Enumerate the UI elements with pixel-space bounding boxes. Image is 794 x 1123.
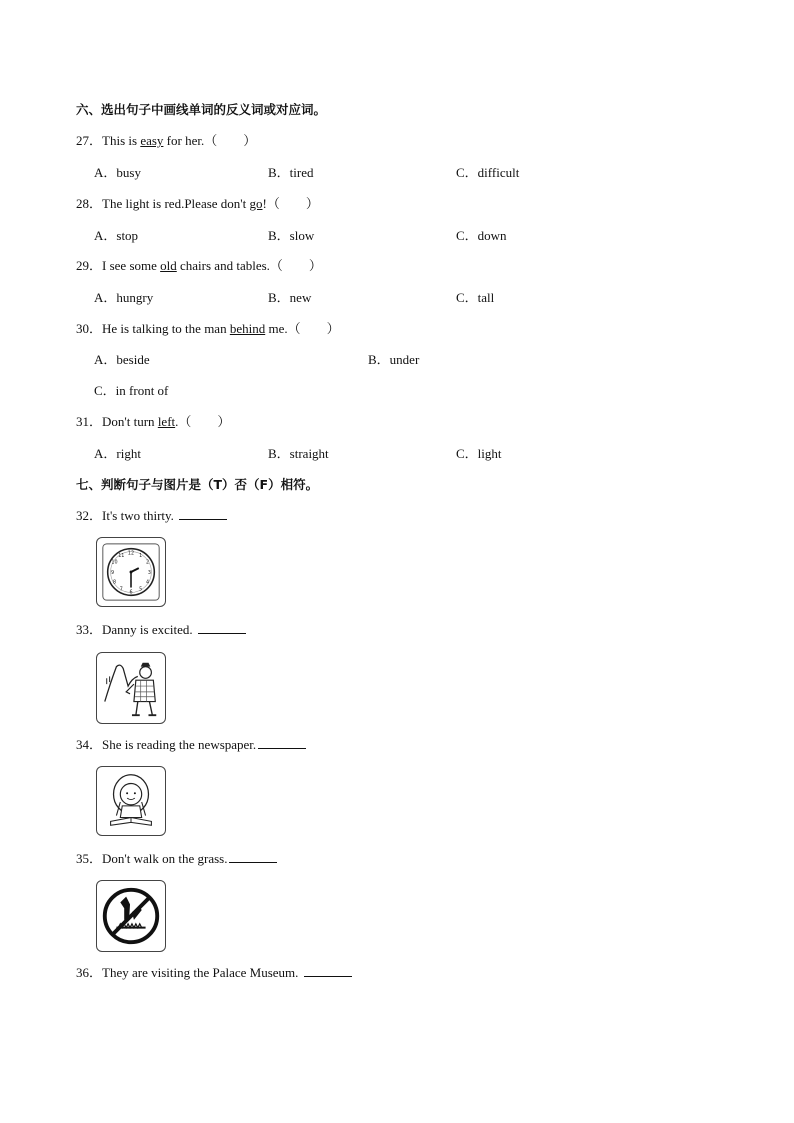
- option-c[interactable]: C．difficult: [456, 165, 520, 180]
- question-text-post: chairs and tables.（ ）: [176, 258, 322, 273]
- option-b[interactable]: B．under: [368, 352, 420, 367]
- question-number: 34．: [76, 737, 103, 752]
- option-a[interactable]: A．hungry: [94, 290, 154, 305]
- option-b[interactable]: B．new: [268, 290, 312, 305]
- option-c[interactable]: C．down: [456, 228, 507, 243]
- answer-blank[interactable]: [198, 622, 246, 634]
- option-a[interactable]: A．beside: [94, 352, 150, 367]
- svg-text:8: 8: [112, 579, 117, 586]
- question-32: [76, 508, 227, 524]
- option-a[interactable]: A．busy: [94, 165, 141, 180]
- svg-text:9: 9: [110, 569, 115, 576]
- option-a[interactable]: A．right: [94, 446, 141, 461]
- option-c[interactable]: C．light: [456, 446, 502, 461]
- question-number: 27．: [76, 133, 103, 148]
- svg-text:6: 6: [129, 589, 133, 596]
- svg-text:5: 5: [139, 586, 143, 593]
- question-text-pre: I see some: [102, 258, 161, 273]
- question-27: [76, 133, 256, 149]
- svg-text:4: 4: [145, 579, 150, 586]
- option-b[interactable]: B．straight: [268, 446, 329, 461]
- answer-blank[interactable]: [229, 851, 277, 863]
- section-7-title: 七、判断句子与图片是（T）否（F）相符。: [76, 477, 319, 492]
- question-29: [76, 258, 322, 274]
- answer-blank[interactable]: [258, 737, 306, 749]
- question-number: 31．: [76, 414, 103, 429]
- question-number: 32．: [76, 508, 103, 523]
- underlined-word: easy: [140, 133, 164, 148]
- option-b[interactable]: B．slow: [268, 228, 315, 243]
- svg-text:12: 12: [127, 550, 135, 557]
- question-text: They are visiting the Palace Museum.: [102, 965, 299, 980]
- dinosaur-icon: [96, 652, 166, 724]
- underlined-word: left: [157, 414, 176, 429]
- question-36: [76, 965, 352, 981]
- question-text-pre: This is: [102, 133, 141, 148]
- question-number: 36．: [76, 965, 103, 980]
- underlined-word: old: [160, 258, 177, 273]
- question-number: 33．: [76, 622, 103, 637]
- question-text: Don't walk on the grass.: [102, 851, 228, 866]
- underlined-word: behind: [229, 321, 266, 336]
- question-number: 29．: [76, 258, 103, 273]
- question-31: [76, 414, 230, 430]
- svg-text:2: 2: [145, 559, 150, 566]
- question-text: She is reading the newspaper.: [102, 737, 257, 752]
- svg-text:1: 1: [139, 552, 143, 559]
- question-text-post: !（ ）: [262, 196, 319, 211]
- clock-icon: [96, 537, 166, 607]
- option-a[interactable]: A．stop: [94, 228, 139, 243]
- no-walking-on-grass-icon: [96, 880, 166, 952]
- answer-blank[interactable]: [179, 508, 227, 520]
- question-text-pre: He is talking to the man: [102, 321, 230, 336]
- question-text-pre: The light is red.Please don't: [102, 196, 250, 211]
- svg-text:11: 11: [118, 552, 125, 559]
- question-number: 28．: [76, 196, 103, 211]
- svg-text:10: 10: [111, 559, 118, 566]
- question-number: 35．: [76, 851, 103, 866]
- option-b[interactable]: B．tired: [268, 165, 314, 180]
- question-text-pre: Don't turn: [102, 414, 158, 429]
- svg-text:3: 3: [147, 569, 152, 576]
- question-text-post: .（ ）: [175, 414, 231, 429]
- underlined-word: go: [249, 196, 263, 211]
- question-35: [76, 851, 277, 867]
- question-text-post: me.（ ）: [265, 321, 340, 336]
- question-30: [76, 321, 340, 337]
- question-28: [76, 196, 319, 212]
- question-33: [76, 622, 246, 638]
- answer-blank[interactable]: [304, 965, 352, 977]
- question-text-post: for her.（ ）: [163, 133, 257, 148]
- girl-reading-icon: [96, 766, 166, 836]
- option-c[interactable]: C．tall: [456, 290, 495, 305]
- option-c[interactable]: C．in front of: [94, 383, 169, 398]
- question-34: [76, 737, 306, 753]
- question-number: 30．: [76, 321, 103, 336]
- svg-text:7: 7: [119, 586, 123, 593]
- question-text: Danny is excited.: [102, 622, 193, 637]
- section-6-title: 六、选出句子中画线单词的反义词或对应词。: [76, 102, 327, 117]
- question-text: It's two thirty.: [102, 508, 174, 523]
